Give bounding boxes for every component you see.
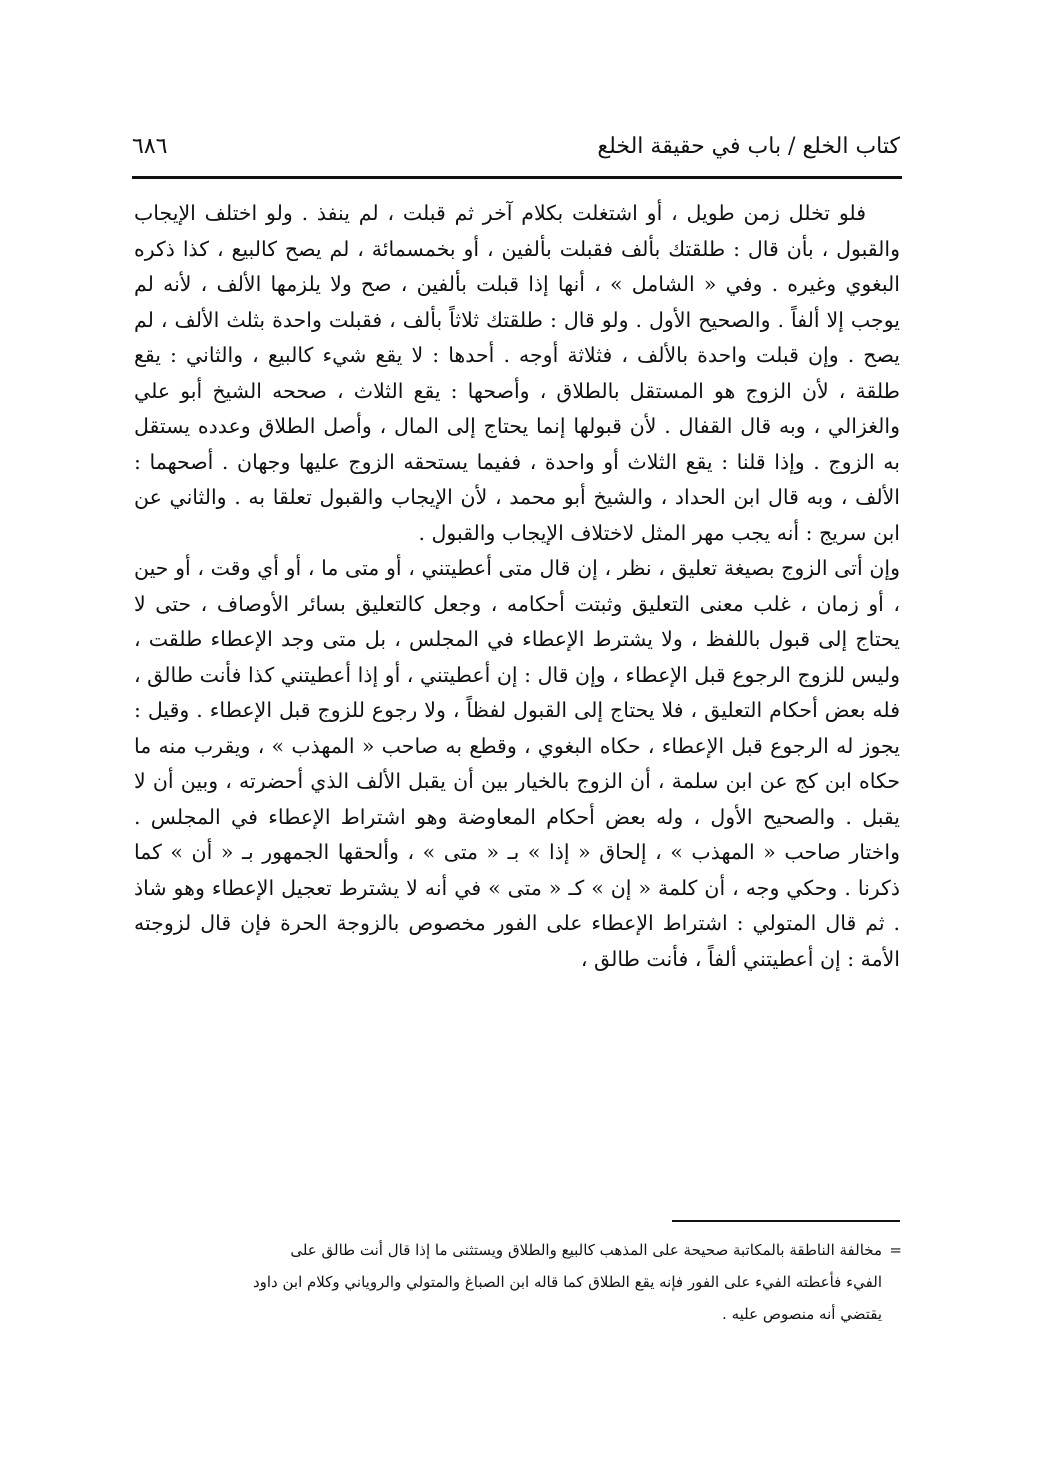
paragraph: فلو تخلل زمن طويل ، أو اشتغلت بكلام آخر ثم قبلت ، لم ينفذ . ولو اختلف الإيجاب والقبول ، بأن قال : طلقتك بألف فقبلت بألفين ، أو بخمسمائة ، لم يصح كالبيع ، كذا ذكره البغوي وغيره . وفي « الشامل » ، أنها إذا قبلت بألفين ، صح ولا يلزمها الألف ، لأنه لم يوجب إلا ألفاً . والصحيح الأول . ولو قال : طلقتك ثلاثاً بألف ، فقبلت واحدة بثلث الألف ، لم يصح . وإن قبلت واحدة بالألف ، فثلاثة أوجه . أحدها : لا يقع شيء كالبيع ، والثاني : يقع طلقة ، لأن الزوج هو المستقل بالطلاق ، وأصحها : يقع الثلاث ، صححه الشيخ أبو علي والغزالي ، وبه قال القفال . لأن قبولها إنما يحتاج إلى المال ، وأصل الطلاق وعدده يستقل به الزوج . وإذا قلنا : يقع الثلاث أو واحدة ، ففيما يستحقه الزوج عليها وجهان . أصحهما : الألف ، وبه قال ابن الحداد ، والشيخ أبو محمد ، لأن الإيجاب والقبول تعلقا به . والثاني عن ابن سريج : أنه يجب مهر المثل لاختلاف الإيجاب والقبول .: [134, 201, 900, 545]
footnote-line: [140, 1234, 902, 1266]
footnotes: [140, 1234, 902, 1338]
footnote-continuation-marker: =: [889, 1241, 902, 1259]
header-divider: [132, 176, 902, 179]
footnote-divider: [672, 1220, 900, 1222]
paragraph: وإن أتى الزوج بصيغة تعليق ، نظر ، إن قال متى أعطيتني ، أو متى ما ، أو أي وقت ، أو حين ، أو زمان ، غلب معنى التعليق وثبتت أحكامه ، وجعل كالتعليق بسائر الأوصاف ، حتى لا يحتاج إلى قبول باللفظ ، ولا يشترط الإعطاء في المجلس ، بل متى وجد الإعطاء طلقت ، وليس للزوج الرجوع قبل الإعطاء ، وإن قال : إن أعطيتني ، أو إذا أعطيتني كذا فأنت طالق ، فله بعض أحكام التعليق ، فلا يحتاج إلى القبول لفظاً ، ولا رجوع للزوج قبل الإعطاء . وقيل : يجوز له الرجوع قبل الإعطاء ، حكاه البغوي ، وقطع به صاحب « المهذب » ، ويقرب منه ما حكاه ابن كج عن ابن سلمة ، أن الزوج بالخيار بين أن يقبل الألف الذي أحضرته ، وبين أن لا يقبل . والصحيح الأول ، وله بعض أحكام المعاوضة وهو اشتراط الإعطاء في المجلس . واختار صاحب « المهذب » ، إلحاق « إذا » بـ « متى » ، وألحقها الجمهور بـ « أن » كما ذكرنا . وحكي وجه ، أن كلمة « إن » كـ « متى » في أنه لا يشترط تعجيل الإعطاء وهو شاذ . ثم قال المتولي : اشتراط الإعطاء على الفور مخصوص بالزوجة الحرة فإن قال لزوجته الأمة : إن أعطيتني ألفاً ، فأنت طالق ،: [134, 556, 900, 971]
running-title: كتاب الخلع / باب في حقيقة الخلع: [597, 134, 900, 159]
footnote-text: الفيء فأعطته الفيء على الفور فإنه يقع الطلاق كما قاله ابن الصباغ والمتولي والروياني وكلام ابن داود: [252, 1273, 882, 1291]
page-header: [132, 128, 900, 172]
page-number: ٦٨٦: [132, 134, 168, 159]
footnote-text: مخالفة الناطقة بالمكاتبة صحيحة على المذهب كالبيع والطلاق ويستثنى ما إذا قال أنت طالق على: [290, 1241, 882, 1259]
footnote-line: [140, 1298, 902, 1330]
main-text: [134, 196, 900, 1212]
footnote-text: يقتضي أنه منصوص عليه .: [722, 1305, 882, 1323]
footnote-line: [140, 1266, 902, 1298]
